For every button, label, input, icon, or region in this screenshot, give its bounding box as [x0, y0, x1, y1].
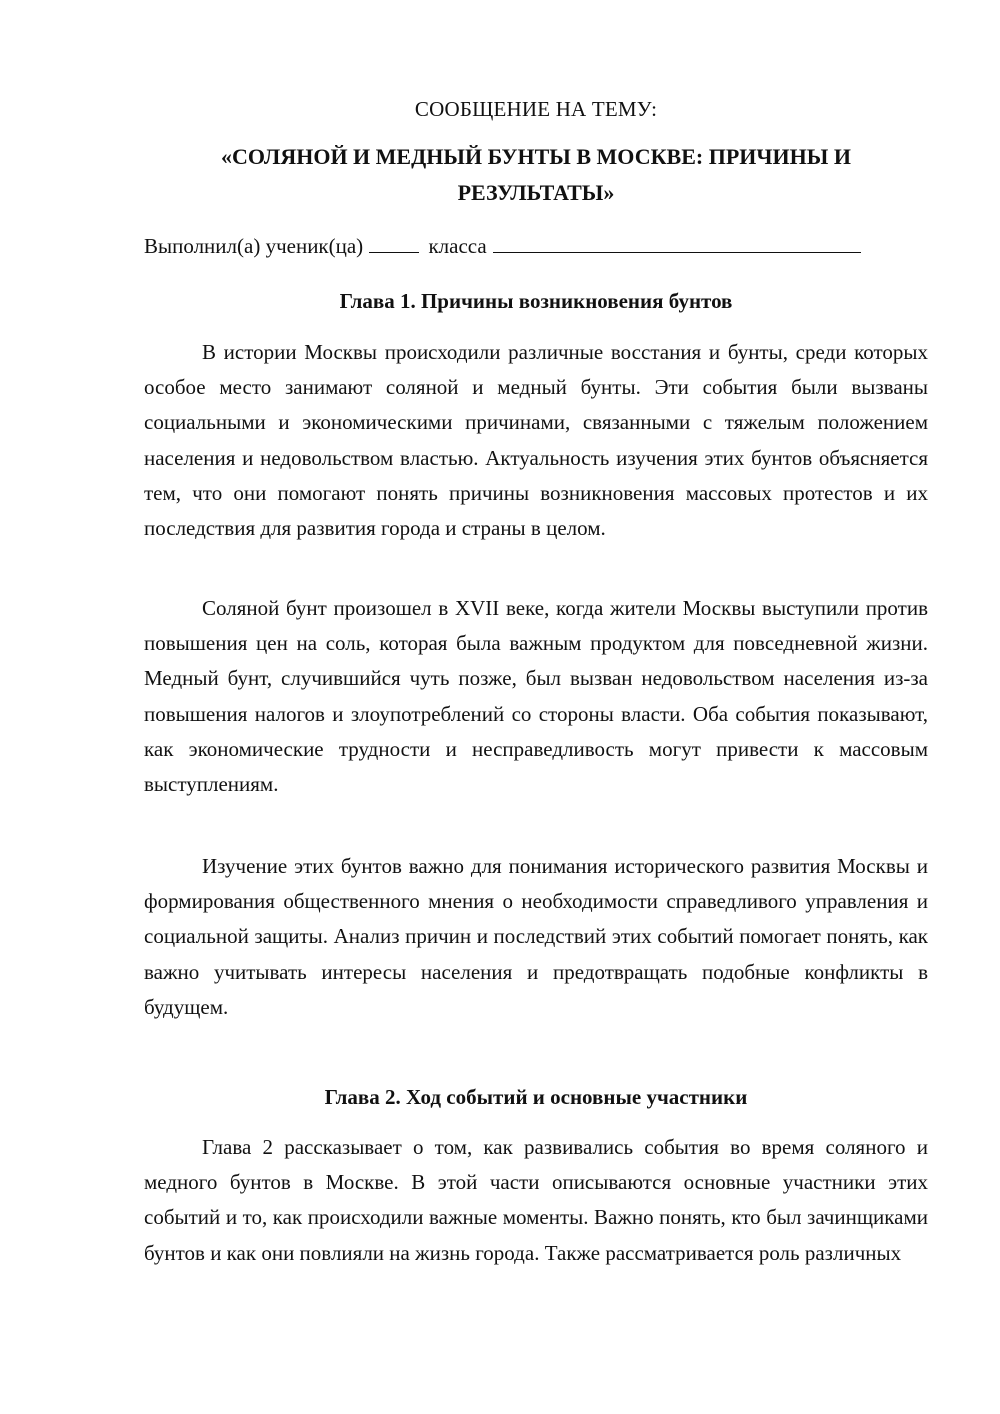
- chapter-1-paragraph-2: Соляной бунт произошел в XVII веке, когда жители Москвы выступили против повышения цен на соль, которая была важным продуктом для повседневной жизни. Медный бунт, случившийся чуть позже, был вызван недовольством населения из-за повышения налогов и злоупотреблений со стороны власти. Оба события показывают, как экономические трудности и несправедливость могут привести к массовым выступлениям.: [144, 596, 928, 797]
- chapter-1-paragraph-1: В истории Москвы происходили различные восстания и бунты, среди которых особое место занимают соляной и медный бунты. Эти события были вызваны социальными и экономическими причинами, связанными с тяжелым положением населения и недовольством властью. Актуальность изучения этих бунтов объясняется тем, что они помогают понять причины возникновения массовых протестов и их последствия для развития города и страны в целом.: [144, 340, 928, 541]
- document-title: «СОЛЯНОЙ И МЕДНЫЙ БУНТЫ В МОСКВЕ: ПРИЧИНЫ И РЕЗУЛЬТАТЫ»: [221, 144, 851, 205]
- author-line: [144, 229, 928, 263]
- chapter-1-heading: Глава 1. Причины возникновения бунтов: [339, 289, 733, 313]
- student-name-blank: [493, 230, 861, 253]
- class-label: класса: [428, 234, 487, 258]
- chapter-2-paragraph-1: Глава 2 рассказывает о том, как развивались события во время соляного и медного бунтов в Москве. В этой части описываются основные участники этих событий и то, как происходили важные моменты. Важно понять, кто был зачинщиками бунтов и как они повлияли на жизнь города. Также рассматривается роль различных: [144, 1135, 928, 1265]
- subject-line: СООБЩЕНИЕ НА ТЕМУ:: [414, 97, 658, 121]
- chapter-1-paragraph-3: Изучение этих бунтов важно для понимания исторического развития Москвы и формирования общественного мнения о необходимости справедливого управления и социальной защиты. Анализ причин и последствий этих событий помогает понять, как важно учитывать интересы населения и предотвращать подобные конфликты в будущем.: [144, 854, 928, 1019]
- performed-by-label: Выполнил(а) ученик(ца): [144, 234, 364, 258]
- class-number-blank: [369, 230, 419, 253]
- chapter-2-heading: Глава 2. Ход событий и основные участники: [324, 1085, 748, 1109]
